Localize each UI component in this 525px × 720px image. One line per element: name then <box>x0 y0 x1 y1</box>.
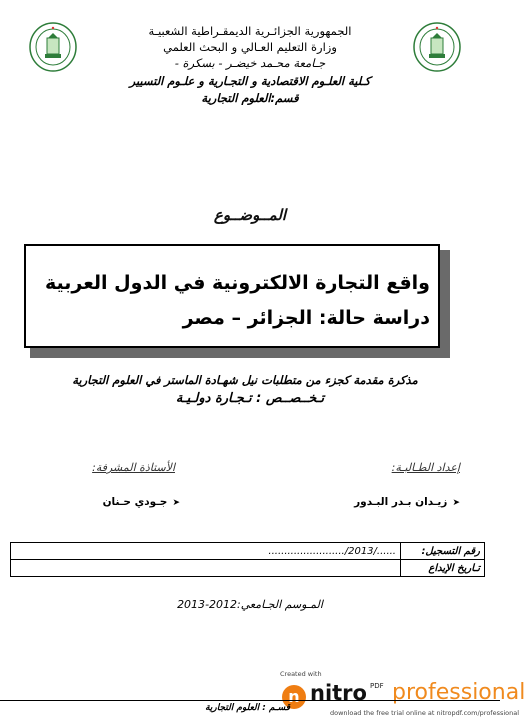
footer-divider <box>0 700 500 701</box>
table-row <box>11 560 485 577</box>
header-republic: الجمهورية الجزائـرية الديمقـراطية الشعبيـة <box>148 24 352 38</box>
watermark-created-with: Created with <box>280 670 322 678</box>
header-department: قسم:العلوم التجارية <box>201 91 299 105</box>
arrow-bullet-icon: ➤ <box>172 498 180 508</box>
deposit-date-label: تـاريخ الإيداع <box>401 560 485 577</box>
header-university: جـامعة محـمد خيضـر - بسكرة - <box>174 56 326 70</box>
footer-department: قسـم : العلوم التجارية <box>205 703 290 713</box>
title-line-1: واقع التجارة الالكترونية في الدول العربية <box>44 272 430 294</box>
student-name: زيـدان بـدر البـدور <box>354 496 448 508</box>
memo-text: مذكرة مقدمة كجزء من متطلبات نيل شهـادة الماستر في العلوم التجارية <box>72 373 418 387</box>
watermark-edition: professional <box>392 680 525 705</box>
student-label: إعداد الطـالبـة: <box>391 461 460 474</box>
arrow-bullet-icon: ➤ <box>452 498 460 508</box>
subject-heading: المــوضــوع <box>213 206 287 224</box>
academic-season: المـوسم الجـامعي:2012-2013 <box>177 598 323 611</box>
registration-number-label: رقم التسجيل: <box>401 543 485 560</box>
title-line-2: دراسة حالة: الجزائر – مصر <box>182 307 430 329</box>
table-row <box>11 543 485 560</box>
nitro-logo-icon: n <box>282 685 306 709</box>
university-emblem-left <box>28 22 78 72</box>
deposit-date-value <box>11 560 401 577</box>
watermark-brand: nitro <box>310 681 367 705</box>
title-box <box>24 244 440 348</box>
supervisor-label: الأستاذة المشرفة: <box>92 461 175 474</box>
watermark-download: download the free trial online at nitropdf.com/professional <box>330 709 520 717</box>
registration-number-value: ....../2013/........................ <box>11 543 401 560</box>
supervisor-name: جـودي حـنان <box>102 496 168 508</box>
header-faculty: كـلية العلـوم الاقتصادية و التجـارية و علـوم التسيير <box>129 74 371 88</box>
supervisor-name-row <box>60 490 180 509</box>
supervisor-label-wrap <box>45 456 175 475</box>
specialty-text: تـخــصــص : تـجـارة دولـيـة <box>175 391 325 406</box>
student-label-wrap <box>330 456 460 475</box>
student-name-row <box>300 490 460 509</box>
registration-table <box>10 542 485 577</box>
watermark-pdf: PDF <box>370 682 384 690</box>
header-ministry: وزارة التعليم العـالي و البحث العلمي <box>163 40 337 54</box>
university-emblem-right <box>412 22 462 72</box>
